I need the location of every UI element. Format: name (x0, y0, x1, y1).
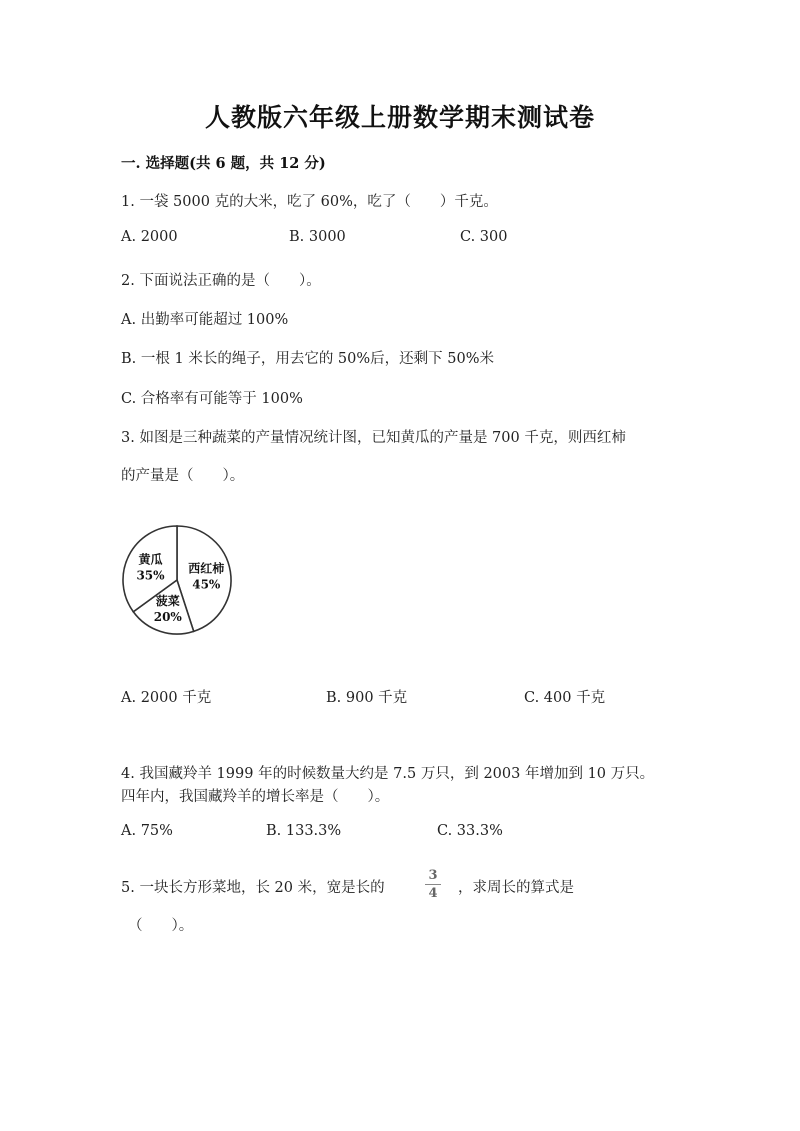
pie-label-2: 黄瓜 (138, 552, 163, 567)
question-5-text-before: 5. 一块长方形菜地，长 20 米，宽是长的 (121, 880, 385, 896)
fraction-three-quarters (425, 868, 441, 901)
question-2-option-c: C. 合格率有可能等于 100% (121, 391, 303, 407)
pie-label-1: 菠菜 (155, 594, 180, 609)
question-5-text-after: ，求周长的算式是 (458, 880, 574, 896)
question-2-option-b: B. 一根 1 米长的绳子，用去它的 50%后，还剩下 50%米 (121, 351, 494, 367)
question-1-text: 1. 一袋 5000 克的大米，吃了 60%，吃了（ ）千克。 (121, 194, 498, 210)
page-title: 人教版六年级上册数学期末测试卷 (204, 103, 595, 132)
question-1-option-b: B. 3000 (289, 229, 346, 245)
pie-chart (115, 515, 255, 645)
question-1-option-c: C. 300 (460, 229, 508, 245)
section-heading: 一. 选择题(共 6 题，共 12 分) (121, 155, 326, 172)
fraction-bar (425, 884, 441, 885)
question-4-text-line1: 4. 我国藏羚羊 1999 年的时候数量大约是 7.5 万只，到 2003 年增加到 10 万只。 (121, 766, 655, 782)
question-2-text: 2. 下面说法正确的是（ ）。 (121, 273, 321, 289)
question-4-text-line2: 四年内，我国藏羚羊的增长率是（ ）。 (121, 789, 390, 805)
question-3-option-b: B. 900 千克 (326, 690, 408, 706)
fraction-denominator: 4 (428, 886, 438, 901)
question-3-text-line1: 3. 如图是三种蔬菜的产量情况统计图，已知黄瓜的产量是 700 千克，则西红柿 (121, 430, 626, 446)
question-3-option-c: C. 400 千克 (524, 690, 606, 706)
pie-value-1: 20% (153, 610, 182, 625)
pie-label-0: 西红柿 (188, 561, 225, 576)
question-3-option-a: A. 2000 千克 (121, 690, 212, 706)
fraction-numerator: 3 (428, 868, 438, 883)
pie-value-2: 35% (136, 568, 165, 583)
question-4-option-c: C. 33.3% (437, 823, 503, 839)
question-2-option-a: A. 出勤率可能超过 100% (121, 312, 289, 328)
question-3-text-line2: 的产量是（ ）。 (121, 468, 245, 484)
question-4-option-b: B. 133.3% (266, 823, 342, 839)
question-5-text-line2: （ ）。 (128, 918, 194, 934)
question-1-option-a: A. 2000 (121, 229, 178, 245)
pie-value-0: 45% (192, 577, 221, 592)
question-4-option-a: A. 75% (121, 823, 173, 839)
